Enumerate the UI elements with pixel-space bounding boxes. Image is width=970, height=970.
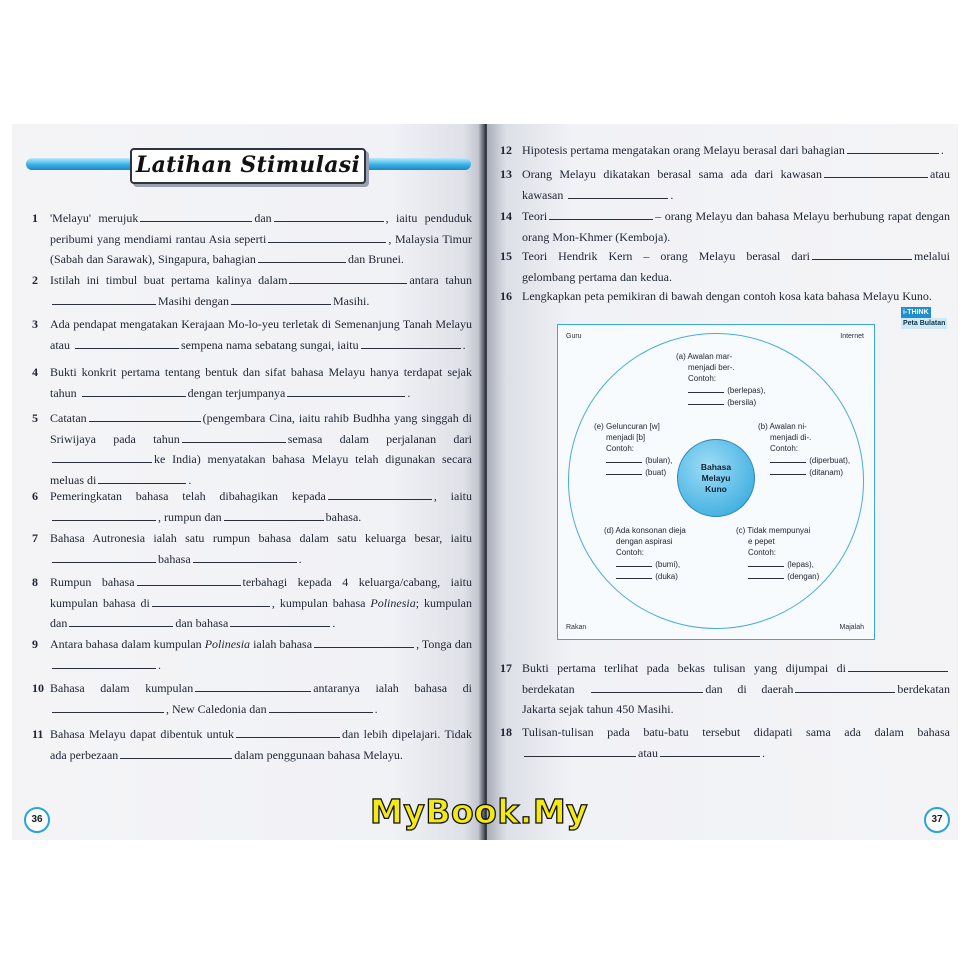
answer-blank[interactable]: [848, 660, 948, 672]
book-spread: [12, 124, 958, 840]
answer-blank[interactable]: [274, 210, 384, 222]
answer-blank[interactable]: [258, 251, 346, 263]
answer-blank[interactable]: [549, 208, 653, 220]
answer-blank[interactable]: [591, 681, 703, 693]
answer-blank[interactable]: [770, 466, 806, 475]
answer-blank[interactable]: [193, 551, 297, 563]
answer-blank[interactable]: [137, 574, 241, 586]
question-3: 3 Ada pendapat mengatakan Kerajaan Mo-lo-yeu terletak di Semenanjung Tanah Melayu atau sempena nama sebatang sungai, iaitu .: [32, 317, 472, 352]
question-13: 13 Orang Melayu dikatakan berasal sama ada dari kawasan atau kawasan .: [500, 167, 950, 202]
answer-blank[interactable]: [748, 570, 784, 579]
answer-blank[interactable]: [795, 681, 895, 693]
watermark-text: MyBook.My: [370, 792, 589, 831]
question-6: 6 Pemeringkatan bahasa telah dibahagikan kepada , iaitu , rumpun dan bahasa.: [32, 489, 473, 524]
answer-blank[interactable]: [69, 615, 173, 627]
answer-blank[interactable]: [688, 396, 724, 405]
question-10: 10 Bahasa dalam kumpulan antaranya ialah bahasa di, New Caledonia dan .: [32, 681, 473, 716]
frame-source-rakan: Rakan: [566, 624, 587, 631]
question-18: 18 Tulisan-tulisan pada batu-batu tersebut didapati sama ada dalam bahasaatau .: [500, 725, 950, 760]
answer-blank[interactable]: [524, 745, 636, 757]
answer-blank[interactable]: [616, 558, 652, 567]
answer-blank[interactable]: [847, 142, 939, 154]
answer-blank[interactable]: [98, 472, 186, 484]
answer-blank[interactable]: [328, 488, 432, 500]
question-2: 2 Istilah ini timbul buat pertama kalinya dalam antara tahun Masihi dengan Masihi.: [32, 273, 472, 308]
answer-blank[interactable]: [152, 595, 270, 607]
answer-blank[interactable]: [748, 558, 784, 567]
answer-blank[interactable]: [89, 410, 201, 422]
question-4: 4 Bukti konkrit pertama tentang bentuk dan sifat bahasa Melayu hanya terdapat sejak tahun dengan terjumpanya .: [32, 365, 472, 400]
answer-blank[interactable]: [75, 337, 179, 349]
answer-blank[interactable]: [230, 615, 330, 627]
answer-blank[interactable]: [824, 166, 928, 178]
answer-blank[interactable]: [231, 293, 331, 305]
circle-map-item-e: (e) Geluncuran [w] menjadi [b] Contoh: (bulan), (buat): [594, 422, 673, 477]
circle-map-center: Bahasa Melayu Kuno: [677, 439, 755, 517]
answer-blank[interactable]: [52, 509, 156, 521]
question-15: 15 Teori Hendrik Kern – orang Melayu berasal dari melalui gelombang pertama dan kedua.: [500, 249, 950, 284]
question-17: 17 Bukti pertama terlihat pada bekas tulisan yang dijumpai diberdekatan dan di daerah berdekatan Jakarta sejak tahun 450 Masihi.: [500, 661, 951, 716]
answer-blank[interactable]: [120, 747, 232, 759]
answer-blank[interactable]: [236, 726, 340, 738]
circle-map-item-b: (b) Awalan ni- menjadi di-. Contoh: (diperbuat), (ditanam): [758, 422, 851, 477]
question-7: 7 Bahasa Autronesia ialah satu rumpun bahasa dalam satu keluarga besar, iaitu bahasa .: [32, 531, 472, 566]
answer-blank[interactable]: [224, 509, 324, 521]
answer-blank[interactable]: [289, 272, 407, 284]
answer-blank[interactable]: [568, 187, 668, 199]
question-14: 14 Teori – orang Melayu dan bahasa Melayu berhubung rapat dengan orang Mon-Khmer (Kemboja).: [500, 209, 950, 244]
answer-blank[interactable]: [606, 454, 642, 463]
page-number-left: 36: [24, 807, 50, 833]
frame-source-guru: Guru: [566, 333, 582, 340]
answer-blank[interactable]: [314, 636, 414, 648]
circle-map-item-c: (c) Tidak mempunyai e pepet Contoh: (lepas), (dengan): [736, 526, 820, 581]
question-8: 8 Rumpun bahasa terbahagi kepada 4 keluarga/cabang, iaitu kumpulan bahasa di , kumpulan bahasa Polinesia; kumpulan dan dan bahasa .: [32, 575, 472, 630]
answer-blank[interactable]: [195, 680, 311, 692]
answer-blank[interactable]: [52, 551, 156, 563]
question-16: 16 Lengkapkan peta pemikiran di bawah dengan contoh kosa kata bahasa Melayu Kuno.: [500, 289, 932, 303]
answer-blank[interactable]: [688, 384, 724, 393]
answer-blank[interactable]: [269, 701, 373, 713]
page-number-right: 37: [924, 807, 950, 833]
answer-blank[interactable]: [52, 701, 164, 713]
answer-blank[interactable]: [268, 231, 386, 243]
frame-source-majalah: Majalah: [839, 624, 864, 631]
answer-blank[interactable]: [82, 385, 186, 397]
answer-blank[interactable]: [361, 337, 461, 349]
answer-blank[interactable]: [770, 454, 806, 463]
answer-blank[interactable]: [660, 745, 760, 757]
circle-map: [557, 324, 875, 640]
page-title: Latihan Stimulasi: [130, 148, 366, 184]
answer-blank[interactable]: [52, 293, 156, 305]
answer-blank[interactable]: [52, 451, 152, 463]
answer-blank[interactable]: [606, 466, 642, 475]
frame-source-internet: Internet: [840, 333, 864, 340]
question-9: 9 Antara bahasa dalam kumpulan Polinesia ialah bahasa , Tonga dan.: [32, 637, 473, 672]
question-12: 12 Hipotesis pertama mengatakan orang Melayu berasal dari bahagian .: [500, 143, 944, 157]
circle-map-item-a: (a) Awalan mar- menjadi ber-. Contoh: (berlepas), (bersila): [676, 352, 766, 407]
ithink-badge: i-THINKPeta Bulatan: [903, 309, 946, 327]
answer-blank[interactable]: [52, 657, 156, 669]
left-page: [12, 124, 483, 840]
question-5: 5 Catatan (pengembara Cina, iaitu rahib Budhha yang singgah di Sriwijaya pada tahun semasa dalam perjalanan darike India) menyatakan bahasa Melayu telah digunakan secara meluas di .: [32, 411, 472, 487]
question-1: 1 'Melayu' merujuk dan , iaitu penduduk peribumi yang mendiami rantau Asia seperti , Malaysia Timur (Sabah dan Sarawak), Singapura, bahagian dan Brunei.: [32, 211, 472, 266]
answer-blank[interactable]: [616, 570, 652, 579]
answer-blank[interactable]: [812, 248, 912, 260]
answer-blank[interactable]: [287, 385, 405, 397]
question-11: 11 Bahasa Melayu dapat dibentuk untuk dan lebih dipelajari. Tidak ada perbezaan dalam penggunaan bahasa Melayu.: [32, 727, 473, 762]
right-page: [487, 124, 958, 840]
answer-blank[interactable]: [182, 431, 286, 443]
circle-map-item-d: (d) Ada konsonan dieja dengan aspirasi Contoh: (bumi), (duka): [604, 526, 686, 581]
answer-blank[interactable]: [140, 210, 252, 222]
